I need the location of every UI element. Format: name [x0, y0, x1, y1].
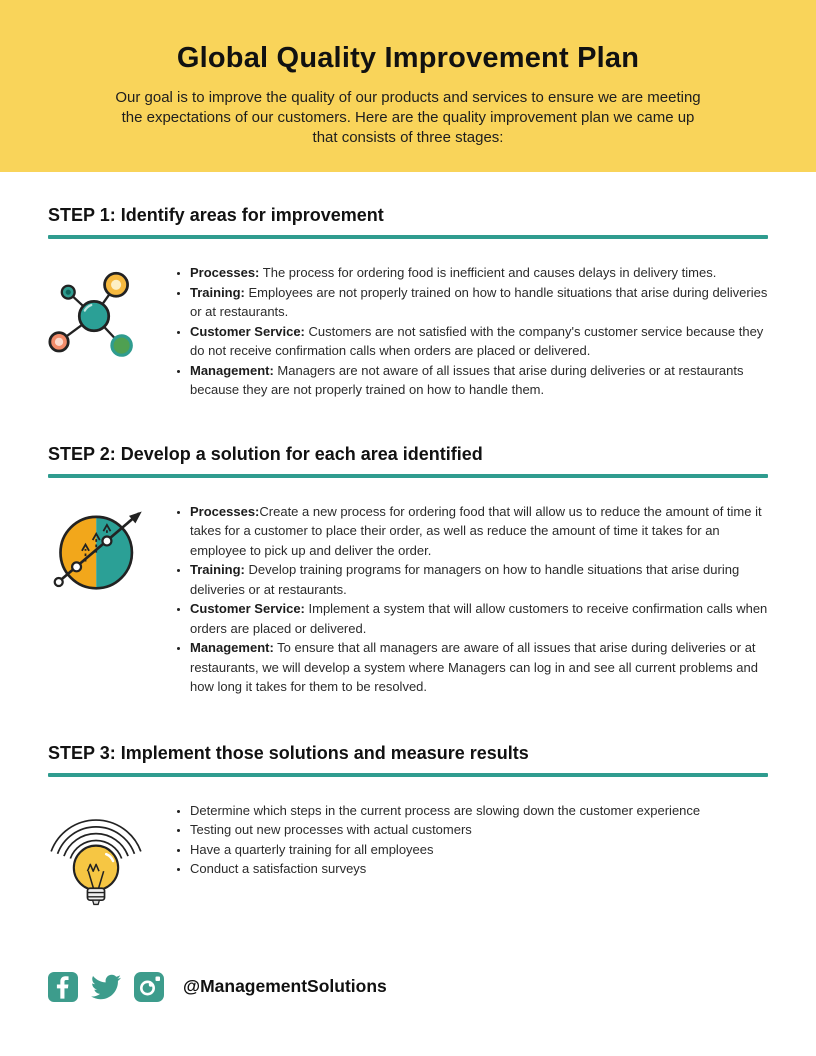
- footer-social-bar: [48, 972, 768, 1002]
- list-item: • Processes: The process for ordering food is inefficient and causes delays in delivery times.: [190, 263, 768, 283]
- twitter-icon[interactable]: [89, 972, 123, 1002]
- list-item: • Management: To ensure that all managers are aware of all issues that arise during deliveries or at restaurants, we will develop a system where Managers can log in and see all current problems and how long it takes for them to be resolved.: [190, 638, 768, 697]
- list-item: • Customer Service: Customers are not satisfied with the company's customer service because they do not receive confirmation calls when orders are placed or delivered.: [190, 322, 768, 361]
- list-item: • Training: Employees are not properly trained on how to handle situations that arise during deliveries or at restaurants.: [190, 283, 768, 322]
- step-2-section: [48, 444, 768, 697]
- network-nodes-icon: [48, 263, 148, 374]
- list-item: • Training: Develop training programs for managers on how to handle situations that arise during deliveries or at restaurants.: [190, 560, 768, 599]
- step-1-list: [160, 263, 768, 400]
- page-title: Global Quality Improvement Plan: [176, 42, 640, 74]
- list-item: • Testing out new processes with actual customers: [190, 820, 768, 840]
- divider: [48, 773, 768, 777]
- divider: [48, 235, 768, 239]
- social-handle: @ManagementSolutions: [183, 976, 387, 996]
- step-2-heading: STEP 2: Develop a solution for each area identified: [48, 443, 483, 464]
- header-banner: [0, 0, 816, 172]
- lightbulb-waves-icon: [48, 801, 148, 912]
- list-item: • Determine which steps in the current process are slowing down the customer experience: [190, 801, 768, 821]
- step-3-heading: STEP 3: Implement those solutions and measure results: [48, 742, 529, 763]
- instagram-icon[interactable]: [134, 972, 164, 1002]
- divider: [48, 474, 768, 478]
- step-3-list: [160, 801, 768, 879]
- list-item: • Have a quarterly training for all employees: [190, 840, 768, 860]
- list-item: • Customer Service: Implement a system that will allow customers to receive confirmation calls when orders are placed or delivered.: [190, 599, 768, 638]
- step-3-section: [48, 743, 768, 912]
- page-subtitle: Our goal is to improve the quality of our products and services to ensure we are meeting the expectations of our customers. Here are the quality improvement plan we came up that consists of three stages:: [115, 89, 701, 146]
- growth-pie-arrow-icon: [48, 502, 148, 599]
- step-2-list: [160, 502, 768, 697]
- list-item: • Conduct a satisfaction surveys: [190, 859, 768, 879]
- list-item: • Management: Managers are not aware of all issues that arise during deliveries or at restaurants because they are not properly trained on how to handle them.: [190, 361, 768, 400]
- step-1-heading: STEP 1: Identify areas for improvement: [48, 205, 384, 225]
- list-item: • Processes:Create a new process for ordering food that will allow us to reduce the amount of time it takes for a customer to place their order, as well as reduce the amount of time it takes for an employee to pick up and deliver the order.: [190, 502, 768, 561]
- facebook-icon[interactable]: [48, 972, 78, 1002]
- step-1-section: [48, 205, 768, 400]
